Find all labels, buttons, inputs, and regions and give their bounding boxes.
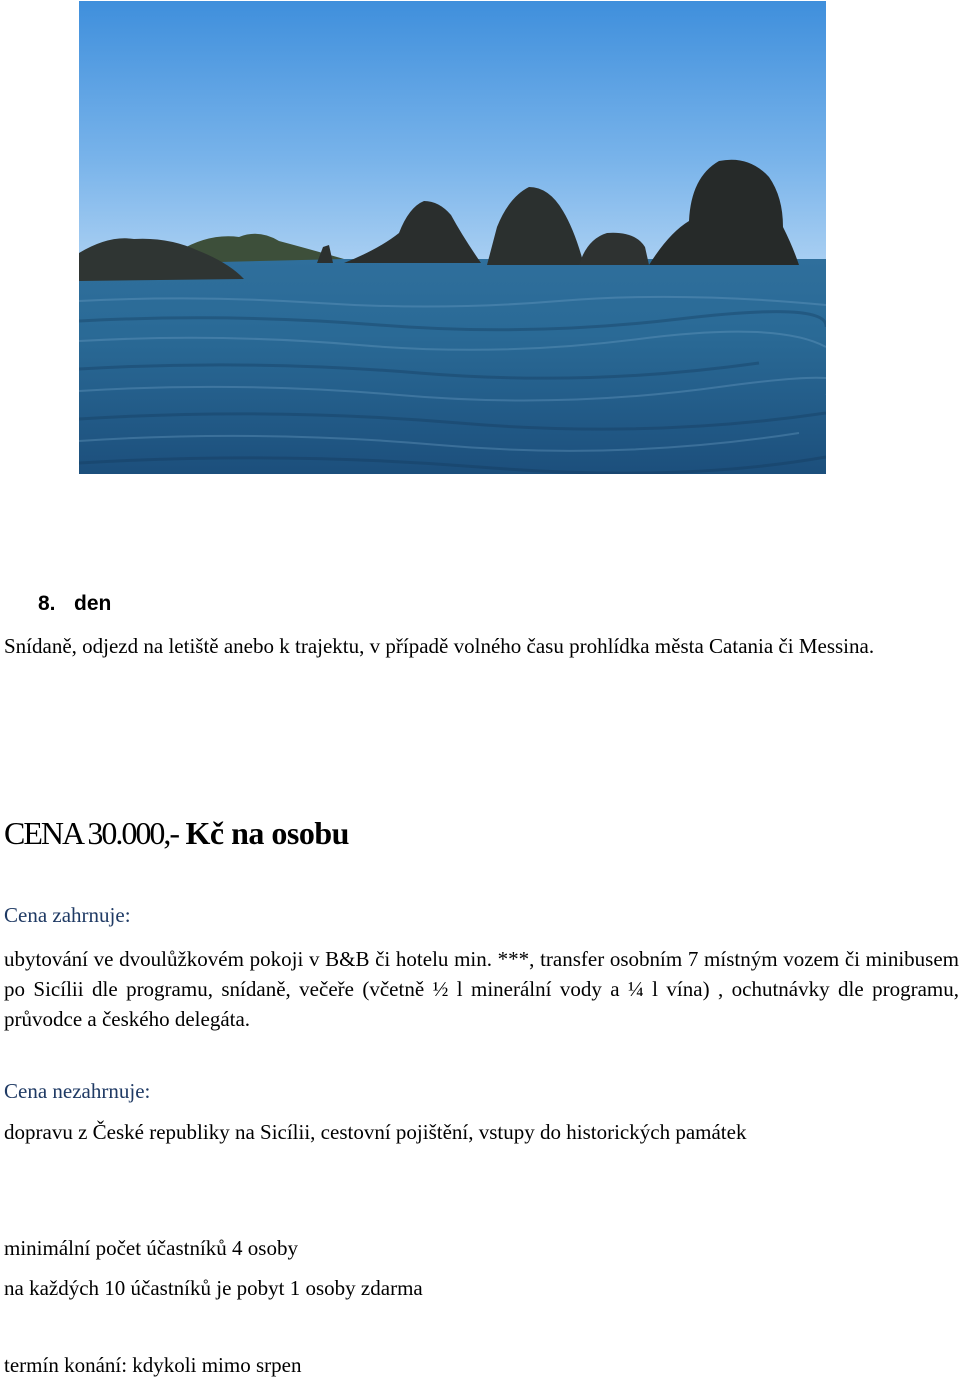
excluded-text: dopravu z České republiky na Sicílii, cestovní pojištění, vstupy do historických památek [4,1120,747,1144]
price-unit: Kč na osobu [185,815,349,851]
day-heading [38,592,111,616]
included-text: ubytování ve dvoulůžkovém pokoji v B&B či hotelu min. ***, transfer osobním 7 místným vozem či minibusem po Sicílii dle programu, snídaně, večeře (včetně ½ l minerální vody a ¼ l vína) , ochutnávky dle programu, průvodce a českého delegáta. [4,947,959,1031]
price-amount: CENA 30.000,- [4,815,178,851]
day-number: 8. [38,592,56,615]
day-title: den [74,592,112,615]
day-description: Snídaně, odjezd na letiště anebo k trajektu, v případě volného času prohlídka města Catania či Messina. [4,634,875,658]
price-line [4,815,349,852]
min-participants: minimální počet účastníků 4 osoby [4,1236,298,1260]
term-note: termín konání: kdykoli mimo srpen [4,1353,302,1377]
excluded-label: Cena nezahrnuje: [4,1079,151,1103]
sea-stacks-photo [79,1,826,474]
included-label: Cena zahrnuje: [4,903,131,927]
free-place-note: na každých 10 účastníků je pobyt 1 osoby zdarma [4,1276,423,1300]
